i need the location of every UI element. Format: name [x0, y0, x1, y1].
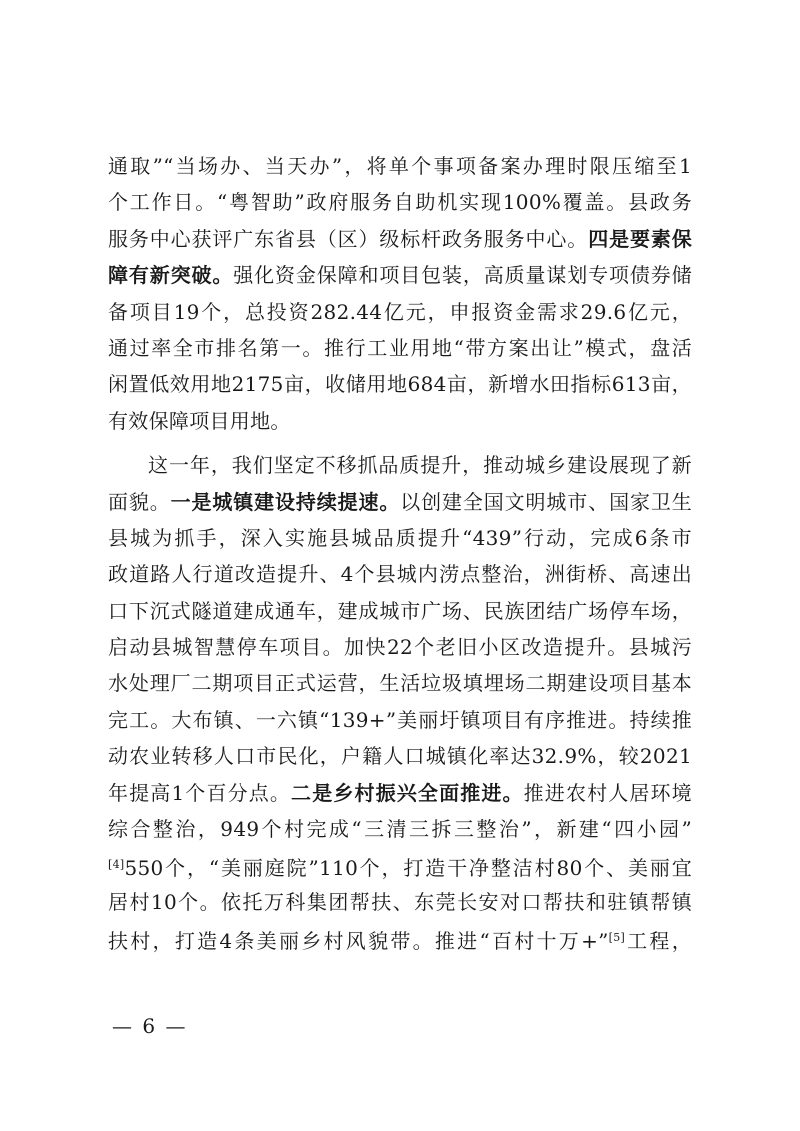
text-line	[108, 184, 692, 220]
text-span: 服务中心获评广东省县（区）级标杆政务服务中心。	[108, 226, 589, 251]
text-span: 动农业转移人口市民化，户籍人口城镇化率达32.9%，较2021	[108, 744, 692, 769]
text-span: 水处理厂二期项目正式运营，生活垃圾填埋场二期建设项目基本	[108, 671, 692, 696]
bold-heading: 障有新突破。	[108, 263, 234, 288]
text-line	[108, 447, 692, 483]
paragraph-1	[108, 148, 692, 439]
bold-heading: 一是城镇建设持续提速。	[170, 489, 401, 514]
body-text	[108, 148, 692, 957]
bold-heading: 二是乡村振兴全面推进。	[291, 780, 524, 805]
text-line	[108, 665, 692, 701]
text-line	[108, 738, 692, 774]
text-span: 完工。大布镇、一六镇“139+”美丽圩镇项目有序推进。持续推	[108, 707, 692, 732]
text-span: 以创建全国文明城市、国家卫生	[400, 489, 692, 514]
text-span: 强化资金保障和项目包装，高质量谋划专项债券储	[233, 263, 692, 288]
text-span: 推进农村人居环境	[523, 780, 692, 805]
text-span: 备项目19个，总投资282.44亿元，申报资金需求29.6亿元，	[108, 299, 692, 324]
text-span: 通过率全市排名第一。推行工业用地“带方案出让”模式，盘活	[108, 335, 692, 360]
text-span: 扶村，打造4条美丽乡村风貌带。推进“百村十万+”	[108, 929, 609, 954]
text-line	[108, 221, 692, 257]
text-line	[108, 629, 692, 665]
text-span: 启动县城智慧停车项目。加快22个老旧小区改造提升。县城污	[108, 635, 692, 660]
text-line	[108, 593, 692, 629]
paragraph-2	[108, 447, 692, 956]
text-span: 闲置低效用地2175亩，收储用地684亩，新增水田指标613亩，	[108, 372, 692, 397]
footnote-ref: [4]	[108, 858, 125, 872]
text-span: 有效保障项目用地。	[108, 408, 291, 433]
text-line	[108, 884, 692, 920]
text-span: 县城为抓手，深入实施县城品质提升“439”行动，完成6条市	[108, 525, 692, 550]
text-line	[108, 257, 692, 293]
text-span: 政道路人行道改造提升、4个县城内涝点整治，洲街桥、高速出	[108, 562, 692, 587]
text-line	[108, 775, 692, 811]
text-line	[108, 366, 692, 402]
text-line	[108, 403, 692, 439]
text-line	[108, 330, 692, 366]
text-line	[108, 294, 692, 330]
text-line	[108, 520, 692, 556]
text-line	[108, 847, 692, 883]
text-line	[108, 920, 692, 956]
text-line	[108, 148, 692, 184]
footnote-ref: [5]	[608, 931, 626, 945]
text-span: 口下沉式隧道建成通车，建成城市广场、民族团结广场停车场，	[108, 598, 692, 623]
bold-heading: 四是要素保	[588, 226, 692, 251]
text-span: 个工作日。“粤智助”政府服务自助机实现100%覆盖。县政务	[108, 190, 692, 215]
text-span: 综合整治，949个村完成“三清三拆三整治”，新建“四小园”	[108, 817, 692, 842]
text-span: 550个，“美丽庭院”110个，打造干净整洁村80个、美丽宜	[124, 856, 692, 881]
text-span: 年提高1个百分点。	[108, 780, 292, 805]
text-line	[108, 811, 692, 847]
text-span: 工程，	[625, 929, 692, 954]
text-span: 面貌。	[108, 489, 171, 514]
text-span: 居村10个。依托万科集团帮扶、东莞长安对口帮扶和驻镇帮镇	[108, 889, 692, 914]
text-line	[108, 484, 692, 520]
text-line	[108, 702, 692, 738]
text-span: 通取”“当场办、当天办”，将单个事项备案办理时限压缩至1	[108, 154, 692, 178]
text-line	[108, 556, 692, 592]
page-number: — 6 —	[112, 1014, 188, 1038]
text-span: 这一年，我们坚定不移抓品质提升，推动城乡建设展现了新	[148, 453, 692, 478]
